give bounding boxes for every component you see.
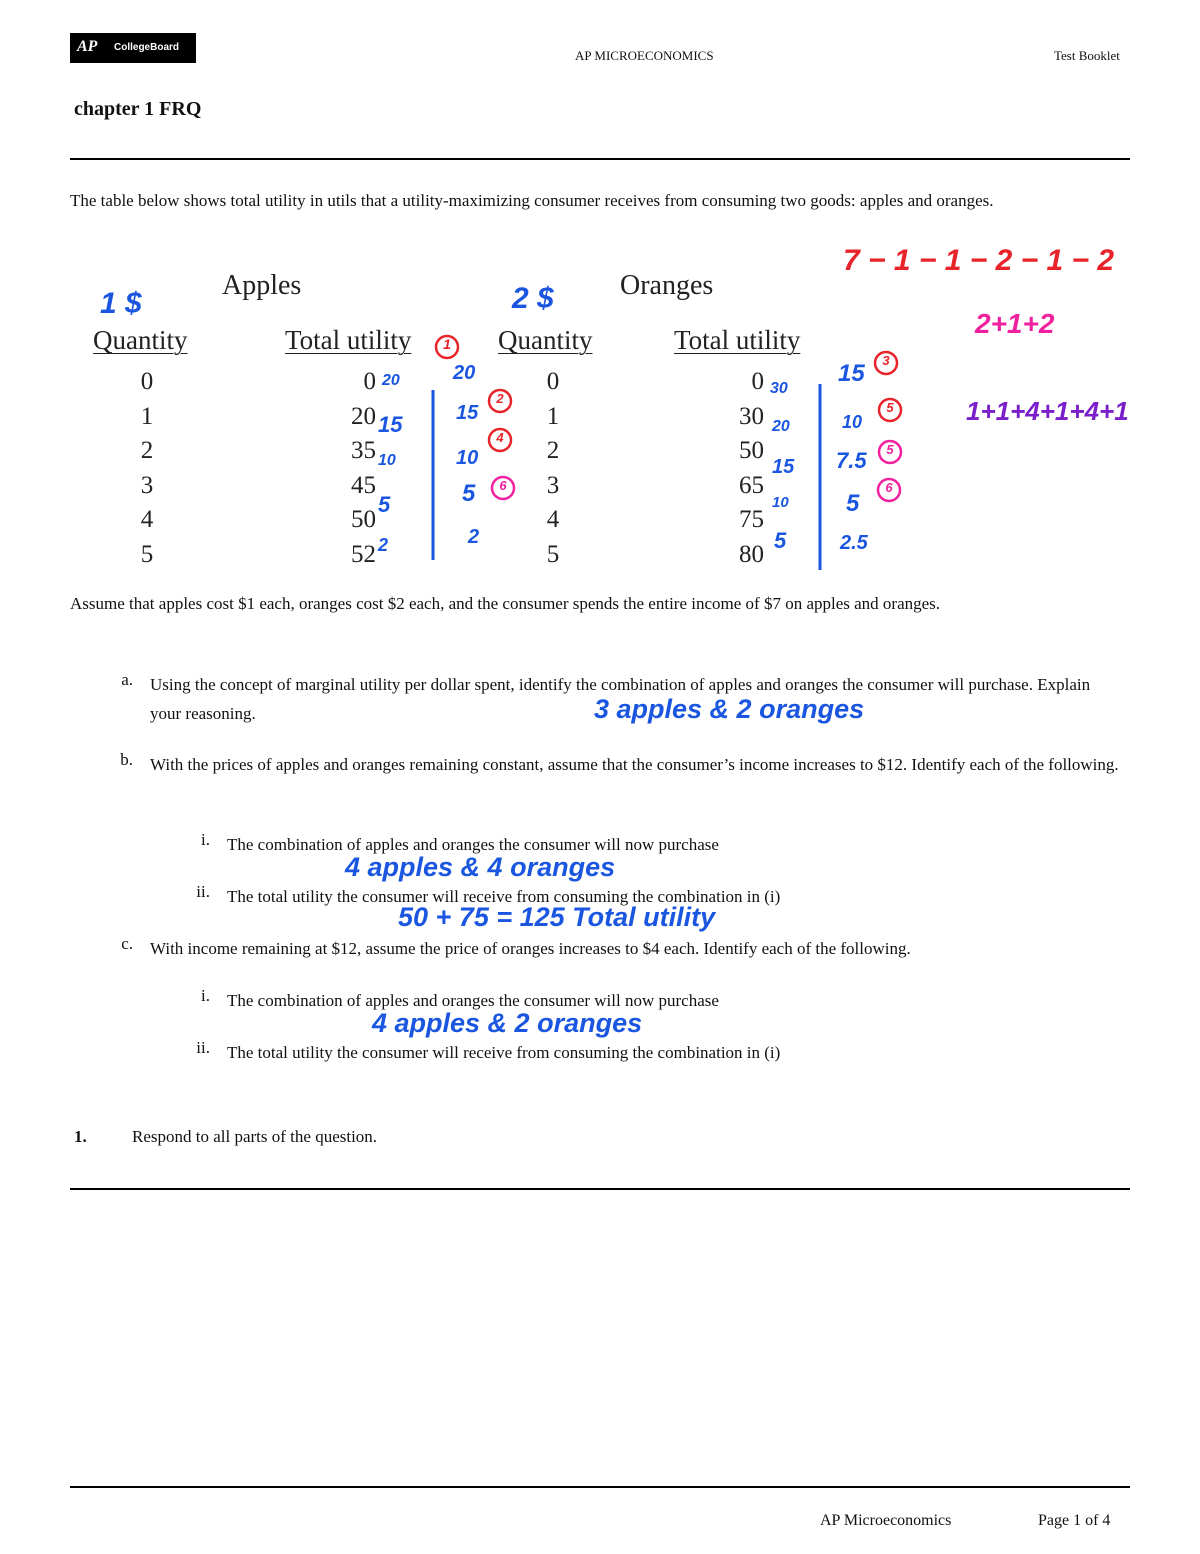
header-booklet: Test Booklet <box>1054 48 1120 63</box>
oranges-utility-cell: 80 <box>739 541 764 568</box>
apples-mu-per-dollar-note: 10 <box>456 447 479 469</box>
apples-mu-note: 2 <box>378 535 389 555</box>
apples-title: Apples <box>222 270 302 301</box>
question-c-ii-text: The total utility the consumer will receive from consuming the combination in (i) <box>227 1043 781 1062</box>
assumption-paragraph: Assume that apples cost $1 each, oranges cost $2 each, and the consumer spends the entire income of $7 on apples and oranges. <box>70 594 941 613</box>
apples-mu-note: 5 <box>378 492 391 517</box>
question-a-text: Using the concept of marginal utility per dollar spent, identify the combination of apples and oranges the consumer will purchase. Explain your reasoning. <box>150 675 1091 723</box>
oranges-utility-cell: 0 <box>751 368 764 395</box>
apples-total-utility-header: Total utility <box>285 325 412 355</box>
oranges-mu-note: 5 <box>774 528 787 553</box>
footer-divider <box>70 1486 1130 1488</box>
oranges-qty-cell: 0 <box>546 368 560 395</box>
item-number: 1. <box>74 1127 87 1146</box>
circle-number: 4 <box>496 430 504 445</box>
question-a-label: a. <box>121 670 133 689</box>
question-b-text: With the prices of apples and oranges remaining constant, assume that the consumer’s income increases to $12. Identify each of the following. <box>150 755 1119 774</box>
orange-price-note: 2 $ <box>512 282 554 315</box>
apples-utility-cell: 0 <box>363 368 376 395</box>
question-c-ii-label: ii. <box>196 1038 210 1057</box>
apples-qty-cell: 5 <box>140 541 154 568</box>
apples-mu-note: 10 <box>378 452 396 469</box>
apples-mu-per-dollar-note: 5 <box>462 480 476 507</box>
apples-qty-cell: 1 <box>140 403 154 430</box>
apples-mu-per-dollar-note: 15 <box>456 402 479 424</box>
oranges-qty-cell: 4 <box>546 506 560 533</box>
oranges-mu-note: 15 <box>772 456 795 478</box>
oranges-title: Oranges <box>620 270 714 301</box>
apple-price-note: 1 $ <box>100 287 142 320</box>
oranges-mu-per-dollar-note: 2.5 <box>840 532 868 554</box>
answer-b-i-note: 4 apples & 4 oranges <box>345 852 616 882</box>
apples-qty-cell: 0 <box>140 368 154 395</box>
oranges-utility-cell: 75 <box>739 506 764 533</box>
apples-utility-cell: 35 <box>351 437 376 464</box>
circle-number: 5 <box>886 442 894 457</box>
oranges-mu-per-dollar-note: 5 <box>846 490 860 517</box>
question-c-label: c. <box>121 934 133 953</box>
apples-mu-note: 20 <box>382 372 400 389</box>
circle-number: 2 <box>496 391 504 406</box>
question-c-i-text: The combination of apples and oranges the consumer will now purchase <box>227 991 719 1010</box>
answer-b-ii-note: 50 + 75 = 125 Total utility <box>398 902 716 932</box>
circle-number: 5 <box>886 400 894 415</box>
question-b-ii-label: ii. <box>196 882 210 901</box>
circle-number: 1 <box>443 336 451 352</box>
oranges-mu-per-dollar-note: 7.5 <box>836 448 867 473</box>
oranges-qty-cell: 5 <box>546 541 560 568</box>
apples-mu-note: 15 <box>378 412 403 437</box>
footer-page-number: Page 1 of 4 <box>1038 1512 1111 1529</box>
oranges-utility-cell: 65 <box>739 472 764 499</box>
purple-calculation-note: 1+1+4+1+4+1 <box>966 396 1129 426</box>
question-b-label: b. <box>120 750 133 769</box>
question-c-text: With income remaining at $12, assume the price of oranges increases to $4 each. Identify each of the following. <box>150 939 911 958</box>
oranges-qty-cell: 1 <box>546 403 560 430</box>
oranges-mu-note: 30 <box>770 380 788 397</box>
question-b-i-text: The combination of apples and oranges the consumer will now purchase <box>227 835 719 854</box>
question-b-ii-text: The total utility the consumer will receive from consuming the combination in (i) <box>227 887 781 906</box>
oranges-mu-note: 20 <box>772 418 790 435</box>
circle-number: 3 <box>882 353 890 368</box>
question-c-i-label: i. <box>201 986 210 1005</box>
apples-utility-cell: 50 <box>351 506 376 533</box>
apples-qty-cell: 4 <box>140 506 154 533</box>
apples-mu-per-dollar-note: 2 <box>468 526 480 548</box>
apples-mu-per-dollar-note: 20 <box>453 362 476 384</box>
answer-area-divider <box>70 1188 1130 1190</box>
oranges-total-utility-header: Total utility <box>674 325 801 355</box>
apples-utility-cell: 20 <box>351 403 376 430</box>
oranges-qty-cell: 3 <box>546 472 560 499</box>
circle-number: 6 <box>499 478 507 493</box>
oranges-quantity-header: Quantity <box>498 325 593 355</box>
apples-quantity-header: Quantity <box>93 325 188 355</box>
apples-qty-cell: 3 <box>140 472 154 499</box>
apples-qty-cell: 2 <box>140 437 154 464</box>
apples-utility-cell: 52 <box>351 541 376 568</box>
page-title: chapter 1 FRQ <box>74 98 202 120</box>
logo-ap-text: AP <box>77 38 98 55</box>
pink-calculation-note: 2+1+2 <box>975 308 1055 339</box>
footer-subject: AP Microeconomics <box>820 1512 952 1529</box>
oranges-mu-per-dollar-note: 15 <box>838 360 865 387</box>
oranges-utility-cell: 30 <box>739 403 764 430</box>
apples-utility-cell: 45 <box>351 472 376 499</box>
oranges-mu-note: 10 <box>772 494 789 511</box>
question-b-i-label: i. <box>201 830 210 849</box>
oranges-mu-per-dollar-note: 10 <box>842 412 863 432</box>
logo-collegeboard-text: CollegeBoard <box>114 42 180 53</box>
answer-c-i-note: 4 apples & 2 oranges <box>372 1008 643 1038</box>
red-calculation-note: 7 − 1 − 1 − 2 − 1 − 2 <box>843 244 1115 277</box>
header-subject: AP MICROECONOMICS <box>575 48 714 63</box>
oranges-utility-cell: 50 <box>739 437 764 464</box>
intro-paragraph: The table below shows total utility in utils that a utility-maximizing consumer receives from consuming two goods: apples and oranges. <box>70 191 994 210</box>
circle-number: 6 <box>885 480 893 495</box>
item-instruction: Respond to all parts of the question. <box>132 1127 378 1146</box>
answer-a-note: 3 apples & 2 oranges <box>594 694 865 724</box>
oranges-qty-cell: 2 <box>546 437 560 464</box>
